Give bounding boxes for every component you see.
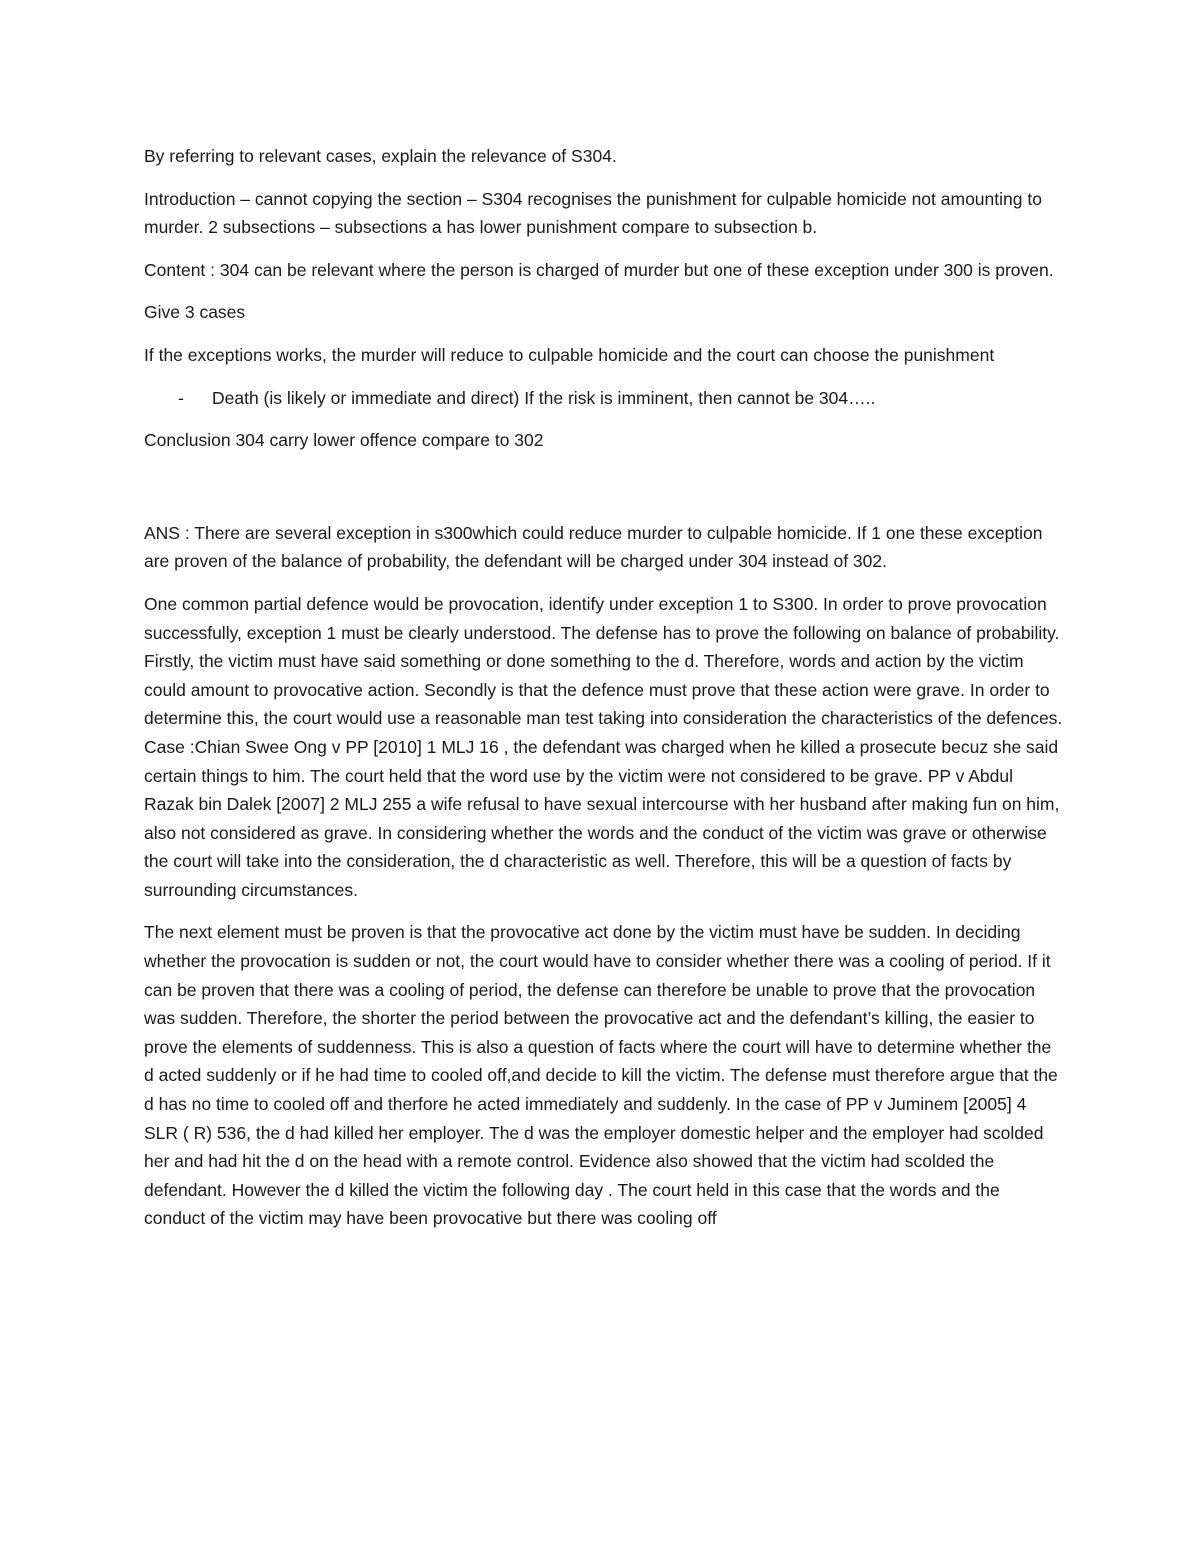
question-heading: By referring to relevant cases, explain the relevance of S304.: [144, 146, 617, 166]
conclusion-line: Conclusion 304 carry lower offence compare to 302: [144, 430, 544, 451]
blank-line: [144, 469, 1064, 519]
give-cases-line: Give 3 cases: [144, 302, 246, 323]
exceptions-paragraph: If the exceptions works, the murder will reduce to culpable homicide and the court can choose the punishment: [144, 344, 995, 365]
bullet-item: [144, 384, 1064, 413]
content-paragraph: Content : 304 can be relevant where the person is charged of murder but one of these exception under 300 is proven.: [144, 259, 1054, 280]
document-body: [144, 142, 1064, 1247]
answer-paragraph: ANS : There are several exception in s300which could reduce murder to culpable homicide. If 1 one these exception are proven of the balance of probability, the defendant will be charged under 304 instead of 302.: [144, 522, 1043, 572]
provocation-paragraph: One common partial defence would be provocation, identify under exception 1 to S300. In order to prove provocation successfully, exception 1 must be clearly understood. The defense has to prove the following on balance of probability. Firstly, the victim must have said something or done something to the d. Therefore, words and action by the victim could amount to provocative action. Secondly is that the defence must prove that these action were grave. In order to determine this, the court would use a reasonable man test taking into consideration the characteristics of the defences. Case :Chian Swee Ong v PP [2010] 1 MLJ 16 , the defendant was charged when he killed a prosecute becuz she said certain things to him. The court held that the word use by the victim were not considered to be grave. PP v Abdul Razak bin Dalek [2007] 2 MLJ 255 a wife refusal to have sexual intercourse with her husband after making fun on him, also not considered as grave. In considering whether the words and the conduct of the victim was grave or otherwise the court will take into the consideration, the d characteristic as well. Therefore, this will be a question of facts by surrounding circumstances.: [144, 593, 1063, 900]
bullet-text: Death (is likely or immediate and direct) If the risk is imminent, then cannot be 304…..: [212, 387, 876, 408]
introduction-paragraph: Introduction – cannot copying the section – S304 recognises the punishment for culpable homicide not amounting to murder. 2 subsections – subsections a has lower punishment compare to subsection b.: [144, 188, 1042, 238]
suddenness-paragraph: The next element must be proven is that the provocative act done by the victim must have be sudden. In deciding whether the provocation is sudden or not, the court would have to consider whether there was a cooling of period. If it can be proven that there was a cooling of period, the defense can therefore be unable to prove that the provocation was sudden. Therefore, the shorter the period between the provocative act and the defendant’s killing, the easier to prove the elements of suddenness. This is also a question of facts where the court will have to determine whether the d acted suddenly or if he had time to cooled off,and decide to kill the victim. The defense must therefore argue that the d has no time to cooled off and therfore he acted immediately and suddenly. In the case of PP v Juminem [2005] 4 SLR ( R) 536, the d had killed her employer. The d was the employer domestic helper and the employer had scolded her and had hit the d on the head with a remote control. Evidence also showed that the victim had scolded the defendant. However the d killed the victim the following day . The court held in this case that the words and the conduct of the victim may have been provocative but there was cooling off: [144, 922, 1058, 1229]
bullet-marker: -: [178, 387, 184, 408]
